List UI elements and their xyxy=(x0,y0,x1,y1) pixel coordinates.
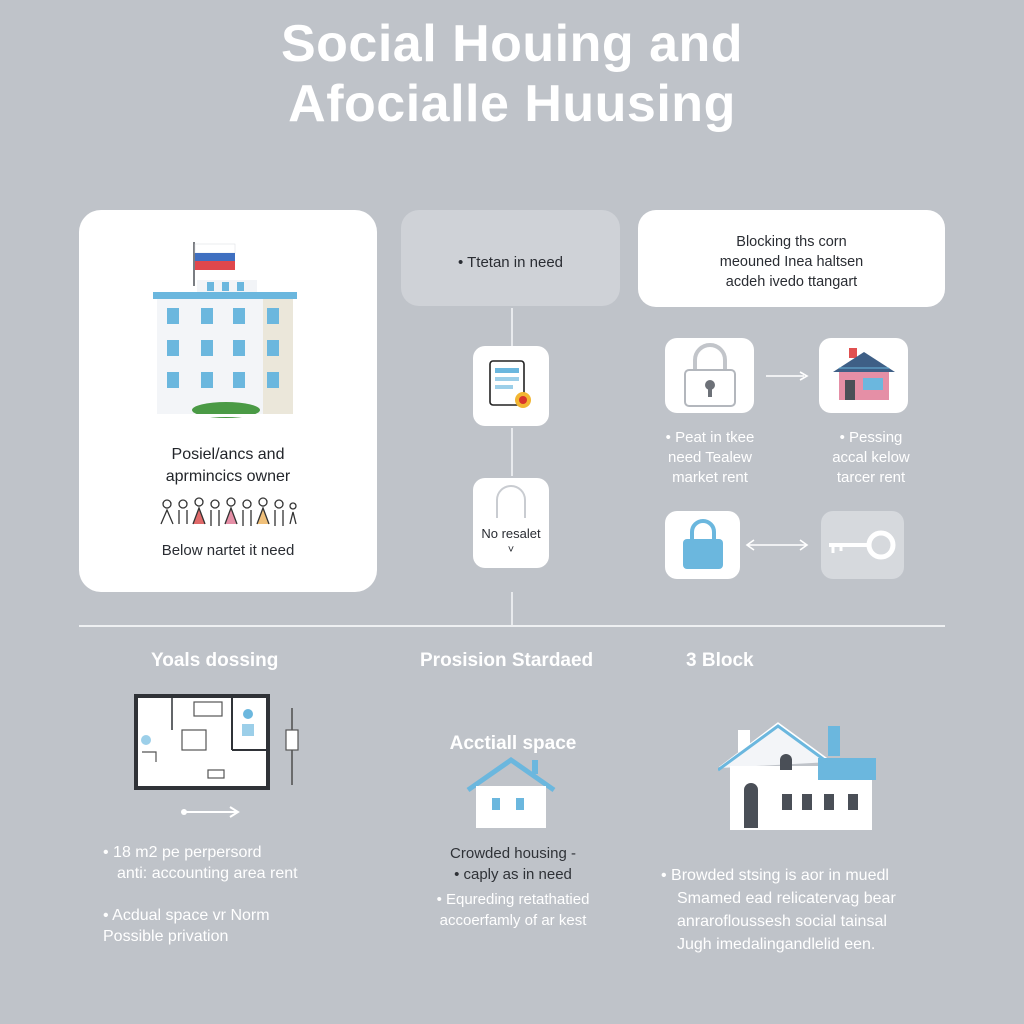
house-tile xyxy=(819,338,908,413)
connector-line xyxy=(511,308,513,346)
document-seal-icon xyxy=(487,358,537,414)
owner-card-line-1: Posiel/ancs and xyxy=(171,446,285,463)
market-rent-line-1: • Peat in tkee xyxy=(665,429,755,446)
tenant-in-need-label: • Ttetan in need xyxy=(457,254,564,271)
area-line-2: anti: accounting area rent xyxy=(117,865,298,882)
owner-card xyxy=(79,210,377,592)
tenant-in-need-box xyxy=(401,210,620,306)
owner-card-title xyxy=(79,444,377,488)
blue-padlock-tile xyxy=(665,511,740,579)
equ-line-1: • Equreding retathatied xyxy=(436,891,590,908)
browded-line-1: • Browded stsing is aor in muedl xyxy=(661,867,889,884)
actual-space-heading: Acctiall space xyxy=(449,733,577,754)
house-icon xyxy=(718,722,880,832)
key-tile xyxy=(821,511,904,579)
browded-line-2: Smamed ead relicatervag bear xyxy=(677,890,896,907)
connector-line xyxy=(511,428,513,476)
document-tile xyxy=(473,346,549,426)
market-rent-line-3: market rent xyxy=(672,469,748,486)
blocking-line-1: Blocking ths corn xyxy=(736,234,847,250)
below-rent-line-2: accal kelow xyxy=(832,449,910,466)
section-heading-right: 3 Block xyxy=(686,650,754,671)
page-title-line-1: Social Houing and xyxy=(280,15,744,73)
market-rent-line-2: need Tealew xyxy=(668,449,752,466)
norm-line-2: Possible privation xyxy=(103,928,229,945)
connector-line xyxy=(511,592,513,626)
chevron-down-icon: ˅ xyxy=(507,544,515,556)
blocking-line-3: acdeh ivedo ttangart xyxy=(725,274,858,290)
browded-line-4: Jugh imedalingandlelid een. xyxy=(677,936,876,953)
section-divider xyxy=(79,625,945,627)
equ-line-2: accoerfamly of ar kest xyxy=(439,912,587,929)
padlock-icon xyxy=(487,480,535,520)
blocking-box xyxy=(638,210,945,307)
owner-card-line-2: aprmincics owner xyxy=(165,468,291,485)
padlock-icon xyxy=(679,517,727,573)
no-resale-tile xyxy=(473,478,549,568)
padlock-icon xyxy=(679,342,741,408)
government-building-icon xyxy=(151,240,301,420)
key-icon xyxy=(825,525,901,565)
arrow-right-icon xyxy=(764,370,810,382)
owner-card-caption: Below nartet it need xyxy=(161,542,295,559)
below-rent-line-1: • Pessing xyxy=(839,429,903,446)
blocking-line-2: meouned Inea haltsen xyxy=(719,254,864,270)
floor-plan-icon xyxy=(132,690,312,820)
browded-line-3: anrarofloussesh social tainsal xyxy=(677,913,887,930)
house-icon xyxy=(466,756,556,828)
arrow-both-icon xyxy=(744,538,810,552)
section-heading-left: Yoals dossing xyxy=(151,650,279,671)
no-resale-label: No resalet xyxy=(481,526,541,541)
house-icon xyxy=(831,346,897,404)
crowded-line-2: • caply as in need xyxy=(454,866,572,883)
crowded-line-1: Crowded housing - xyxy=(450,845,576,862)
page-title-line-2: Afocialle Huusing xyxy=(288,75,736,133)
padlock-tile xyxy=(665,338,754,413)
people-group-icon xyxy=(159,494,299,534)
below-rent-line-3: tarcer rent xyxy=(836,469,906,486)
section-heading-center: Prosision Stardaed xyxy=(420,650,594,671)
norm-line-1: • Acdual space vr Norm xyxy=(103,907,270,924)
area-line-1: • 18 m2 pe perpersord xyxy=(103,844,262,861)
